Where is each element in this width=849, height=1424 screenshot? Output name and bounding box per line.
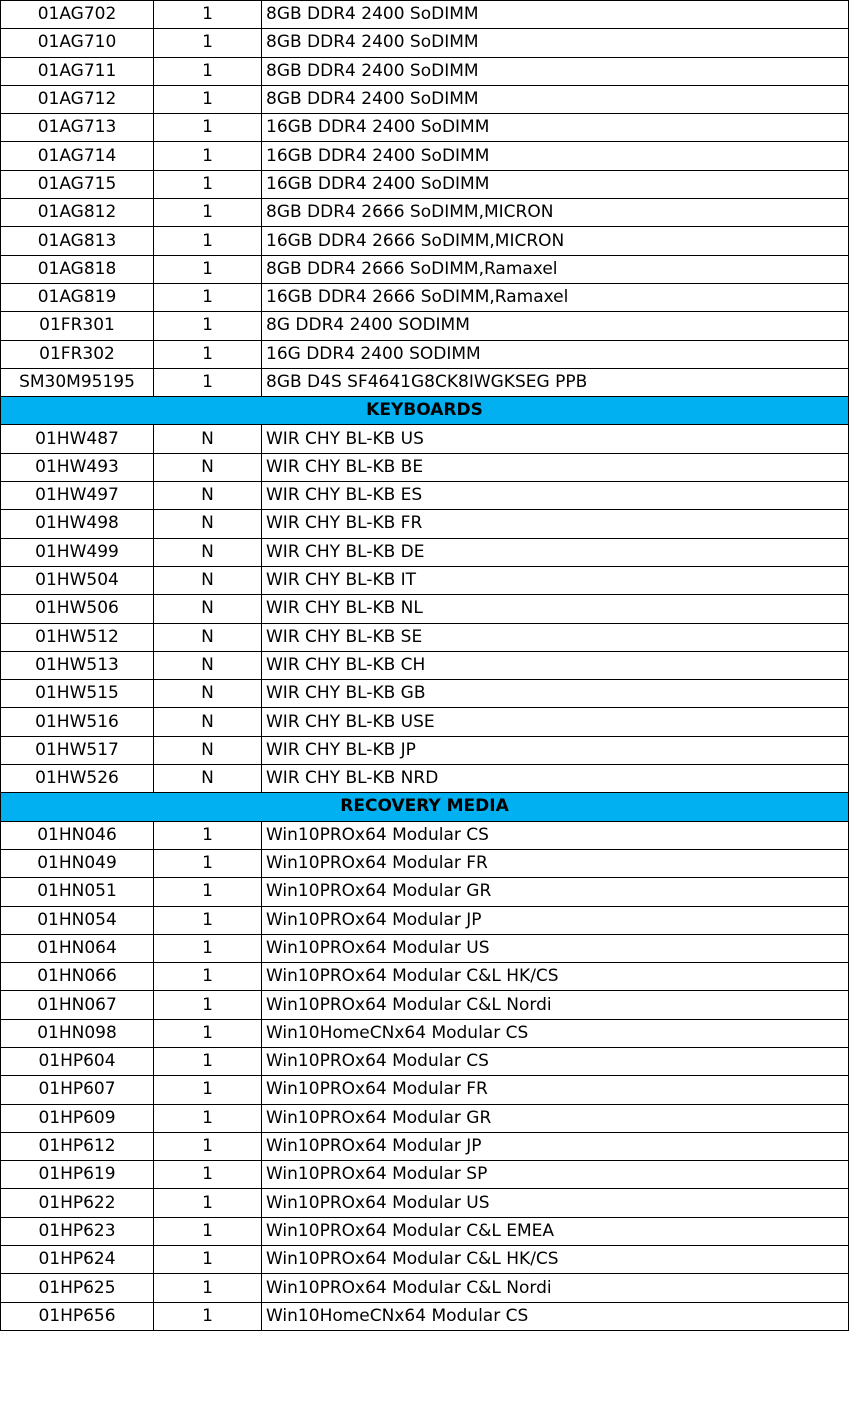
part-number-cell: 01AG714 [1,142,154,170]
part-number-cell: 01HN064 [1,934,154,962]
quantity-cell: 1 [154,255,262,283]
quantity-cell: 1 [154,368,262,396]
description-cell: WIR CHY BL-KB CH [262,651,849,679]
part-number-cell: 01HP607 [1,1076,154,1104]
part-number-cell: 01HP624 [1,1246,154,1274]
description-cell: Win10PROx64 Modular C&L Nordi [262,1274,849,1302]
description-cell: WIR CHY BL-KB DE [262,538,849,566]
description-cell: 8GB D4S SF4641G8CK8IWGKSEG PPB [262,368,849,396]
part-number-cell: 01HN054 [1,906,154,934]
table-row [1,623,849,651]
quantity-cell: 1 [154,1104,262,1132]
table-row [1,1132,849,1160]
quantity-cell: N [154,510,262,538]
table-row [1,340,849,368]
description-cell: Win10PROx64 Modular FR [262,1076,849,1104]
description-cell: Win10PROx64 Modular US [262,1189,849,1217]
part-number-cell: 01HN051 [1,878,154,906]
quantity-cell: 1 [154,199,262,227]
quantity-cell: N [154,736,262,764]
quantity-cell: 1 [154,1132,262,1160]
description-cell: 8GB DDR4 2400 SoDIMM [262,85,849,113]
part-number-cell: 01HW493 [1,453,154,481]
quantity-cell: 1 [154,963,262,991]
quantity-cell: N [154,566,262,594]
description-cell: Win10PROx64 Modular FR [262,849,849,877]
part-number-cell: 01AG818 [1,255,154,283]
quantity-cell: 1 [154,1047,262,1075]
description-cell: 16GB DDR4 2666 SoDIMM,MICRON [262,227,849,255]
quantity-cell: N [154,453,262,481]
part-number-cell: 01HW515 [1,680,154,708]
part-number-cell: 01HW498 [1,510,154,538]
quantity-cell: 1 [154,1274,262,1302]
table-row [1,1302,849,1330]
table-row [1,736,849,764]
table-row [1,934,849,962]
quantity-cell: 1 [154,991,262,1019]
part-number-cell: SM30M95195 [1,368,154,396]
description-cell: 8GB DDR4 2666 SoDIMM,MICRON [262,199,849,227]
part-number-cell: 01HP609 [1,1104,154,1132]
quantity-cell: N [154,425,262,453]
description-cell: 16GB DDR4 2400 SoDIMM [262,114,849,142]
section-header-row [1,793,849,821]
part-number-cell: 01HN067 [1,991,154,1019]
part-number-cell: 01AG715 [1,170,154,198]
description-cell: Win10PROx64 Modular GR [262,878,849,906]
quantity-cell: 1 [154,340,262,368]
part-number-cell: 01HP604 [1,1047,154,1075]
quantity-cell: 1 [154,934,262,962]
quantity-cell: 1 [154,1246,262,1274]
quantity-cell: 1 [154,906,262,934]
table-row [1,963,849,991]
table-row [1,425,849,453]
description-cell: Win10PROx64 Modular C&L EMEA [262,1217,849,1245]
description-cell: Win10HomeCNx64 Modular CS [262,1019,849,1047]
table-row [1,595,849,623]
quantity-cell: N [154,680,262,708]
description-cell: Win10PROx64 Modular CS [262,821,849,849]
quantity-cell: 1 [154,57,262,85]
table-row [1,283,849,311]
description-cell: Win10PROx64 Modular GR [262,1104,849,1132]
description-cell: WIR CHY BL-KB SE [262,623,849,651]
part-number-cell: 01HW512 [1,623,154,651]
table-row [1,1104,849,1132]
description-cell: WIR CHY BL-KB JP [262,736,849,764]
quantity-cell: N [154,538,262,566]
quantity-cell: 1 [154,1217,262,1245]
part-number-cell: 01AG712 [1,85,154,113]
description-cell: WIR CHY BL-KB BE [262,453,849,481]
table-row [1,651,849,679]
part-number-cell: 01HP625 [1,1274,154,1302]
table-row [1,566,849,594]
table-row [1,1189,849,1217]
description-cell: WIR CHY BL-KB ES [262,482,849,510]
table-row [1,57,849,85]
table-row [1,538,849,566]
part-number-cell: 01AG711 [1,57,154,85]
quantity-cell: 1 [154,312,262,340]
part-number-cell: 01FR301 [1,312,154,340]
description-cell: Win10PROx64 Modular US [262,934,849,962]
quantity-cell: 1 [154,821,262,849]
quantity-cell: N [154,651,262,679]
quantity-cell: N [154,623,262,651]
table-row [1,482,849,510]
part-number-cell: 01HP656 [1,1302,154,1330]
quantity-cell: 1 [154,1019,262,1047]
quantity-cell: 1 [154,227,262,255]
table-row [1,510,849,538]
part-number-cell: 01HW516 [1,708,154,736]
description-cell: WIR CHY BL-KB FR [262,510,849,538]
part-number-cell: 01HW499 [1,538,154,566]
description-cell: WIR CHY BL-KB GB [262,680,849,708]
table-row [1,765,849,793]
part-number-cell: 01AG819 [1,283,154,311]
description-cell: Win10HomeCNx64 Modular CS [262,1302,849,1330]
part-number-cell: 01AG812 [1,199,154,227]
table-row [1,878,849,906]
part-number-cell: 01HW487 [1,425,154,453]
part-number-cell: 01HN066 [1,963,154,991]
quantity-cell: 1 [154,1161,262,1189]
description-cell: 8GB DDR4 2400 SoDIMM [262,1,849,29]
description-cell: 16G DDR4 2400 SODIMM [262,340,849,368]
part-number-cell: 01AG813 [1,227,154,255]
section-header: KEYBOARDS [1,397,849,425]
part-number-cell: 01HP612 [1,1132,154,1160]
description-cell: 8GB DDR4 2666 SoDIMM,Ramaxel [262,255,849,283]
table-row [1,708,849,736]
table-row [1,1076,849,1104]
part-number-cell: 01HW526 [1,765,154,793]
table-row [1,991,849,1019]
table-row [1,821,849,849]
part-number-cell: 01FR302 [1,340,154,368]
quantity-cell: 1 [154,1076,262,1104]
description-cell: 16GB DDR4 2666 SoDIMM,Ramaxel [262,283,849,311]
table-row [1,1047,849,1075]
table-row [1,1161,849,1189]
description-cell: 8G DDR4 2400 SODIMM [262,312,849,340]
part-number-cell: 01HW506 [1,595,154,623]
table-row [1,199,849,227]
part-number-cell: 01HP619 [1,1161,154,1189]
part-number-cell: 01HW497 [1,482,154,510]
part-number-cell: 01HN046 [1,821,154,849]
part-number-cell: 01HN049 [1,849,154,877]
table-row [1,1246,849,1274]
table-row [1,1019,849,1047]
section-header: RECOVERY MEDIA [1,793,849,821]
description-cell: Win10PROx64 Modular C&L Nordi [262,991,849,1019]
description-cell: Win10PROx64 Modular CS [262,1047,849,1075]
quantity-cell: N [154,482,262,510]
description-cell: WIR CHY BL-KB IT [262,566,849,594]
quantity-cell: N [154,595,262,623]
table-row [1,1274,849,1302]
description-cell: WIR CHY BL-KB NRD [262,765,849,793]
quantity-cell: 1 [154,283,262,311]
quantity-cell: N [154,708,262,736]
quantity-cell: 1 [154,29,262,57]
part-number-cell: 01HN098 [1,1019,154,1047]
description-cell: Win10PROx64 Modular JP [262,906,849,934]
part-number-cell: 01AG710 [1,29,154,57]
table-row [1,849,849,877]
part-number-cell: 01HP623 [1,1217,154,1245]
description-cell: Win10PROx64 Modular C&L HK/CS [262,1246,849,1274]
description-cell: Win10PROx64 Modular SP [262,1161,849,1189]
quantity-cell: 1 [154,1189,262,1217]
description-cell: 16GB DDR4 2400 SoDIMM [262,142,849,170]
part-number-cell: 01HW517 [1,736,154,764]
description-cell: 8GB DDR4 2400 SoDIMM [262,29,849,57]
part-number-cell: 01HW513 [1,651,154,679]
table-row [1,29,849,57]
table-row [1,255,849,283]
description-cell: 8GB DDR4 2400 SoDIMM [262,57,849,85]
quantity-cell: 1 [154,849,262,877]
quantity-cell: 1 [154,142,262,170]
table-row [1,1,849,29]
table-row [1,227,849,255]
parts-table-body [1,1,849,1331]
part-number-cell: 01HW504 [1,566,154,594]
part-number-cell: 01AG702 [1,1,154,29]
quantity-cell: 1 [154,114,262,142]
quantity-cell: N [154,765,262,793]
part-number-cell: 01AG713 [1,114,154,142]
table-row [1,142,849,170]
table-row [1,114,849,142]
description-cell: WIR CHY BL-KB USE [262,708,849,736]
description-cell: WIR CHY BL-KB NL [262,595,849,623]
description-cell: Win10PROx64 Modular JP [262,1132,849,1160]
table-row [1,312,849,340]
table-row [1,85,849,113]
quantity-cell: 1 [154,878,262,906]
quantity-cell: 1 [154,1,262,29]
quantity-cell: 1 [154,170,262,198]
description-cell: 16GB DDR4 2400 SoDIMM [262,170,849,198]
part-number-cell: 01HP622 [1,1189,154,1217]
table-row [1,453,849,481]
description-cell: WIR CHY BL-KB US [262,425,849,453]
table-row [1,1217,849,1245]
section-header-row [1,397,849,425]
table-row [1,368,849,396]
table-row [1,906,849,934]
description-cell: Win10PROx64 Modular C&L HK/CS [262,963,849,991]
quantity-cell: 1 [154,85,262,113]
quantity-cell: 1 [154,1302,262,1330]
table-row [1,680,849,708]
table-row [1,170,849,198]
